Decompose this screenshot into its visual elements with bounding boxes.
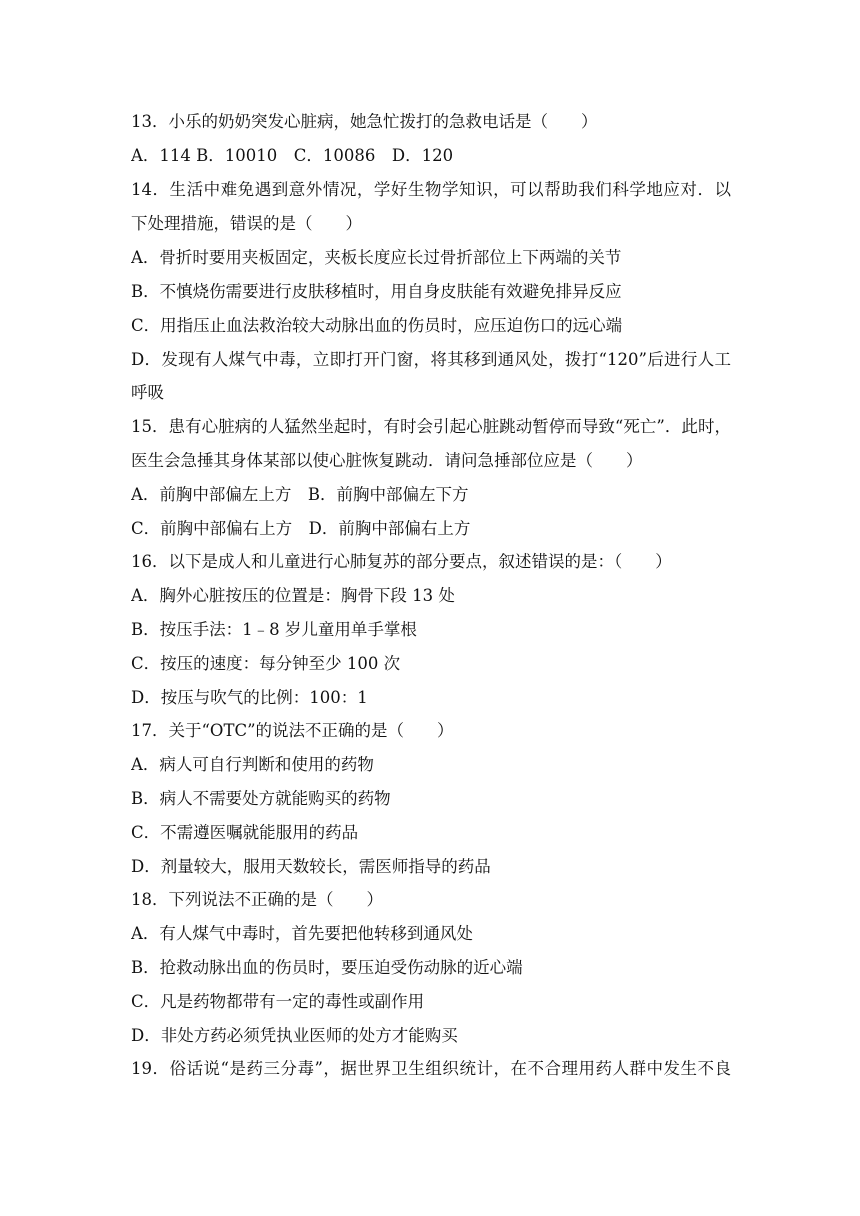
- question-17-option-a: A．病人可自行判断和使用的药物: [131, 755, 374, 774]
- question-17-option-c: C．不需遵医嘱就能服用的药品: [131, 823, 359, 842]
- question-13-stem: 13．小乐的奶奶突发心脏病，她急忙拨打的急救电话是（ ）: [131, 112, 598, 131]
- question-16-option-a: A．胸外心脏按压的位置是：胸骨下段 13 处: [131, 586, 455, 605]
- question-13-options: A．114 B．10010 C．10086 D．120: [131, 146, 454, 165]
- question-14-option-d-line-2: 呼吸: [131, 383, 164, 402]
- question-14-stem-line-2: 下处理措施，错误的是（ ）: [131, 214, 362, 233]
- question-16-option-b: B．按压手法：1﹣8 岁儿童用单手掌根: [131, 620, 417, 639]
- question-18-stem: 18．下列说法不正确的是（ ）: [131, 890, 383, 909]
- question-16-stem: 16．以下是成人和儿童进行心肺复苏的部分要点，叙述错误的是：（ ）: [131, 552, 672, 571]
- question-18-option-d: D．非处方药必须凭执业医师的处方才能购买: [131, 1026, 458, 1045]
- question-14-stem-line-1: 14．生活中难免遇到意外情况，学好生物学知识，可以帮助我们科学地应对．以: [131, 180, 731, 199]
- question-17-stem: 17．关于“OTC”的说法不正确的是（ ）: [131, 721, 454, 740]
- question-17-option-b: B．病人不需要处方就能购买的药物: [131, 789, 391, 808]
- question-18-option-b: B．抢救动脉出血的伤员时，要压迫受伤动脉的近心端: [131, 958, 523, 977]
- question-14-option-d-line-1: D．发现有人煤气中毒，立即打开门窗，将其移到通风处，拨打“120”后进行人工: [131, 350, 731, 369]
- question-15-options-ab: A．前胸中部偏左上方 B．前胸中部偏左下方: [131, 485, 469, 504]
- question-14-option-c: C．用指压止血法救治较大动脉出血的伤员时，应压迫伤口的远心端: [131, 316, 623, 335]
- question-17-option-d: D．剂量较大，服用天数较长，需医师指导的药品: [131, 857, 491, 876]
- question-15-options-cd: C．前胸中部偏右上方 D．前胸中部偏右上方: [131, 519, 471, 538]
- question-14-option-b: B．不慎烧伤需要进行皮肤移植时，用自身皮肤能有效避免排异反应: [131, 282, 622, 301]
- question-15-stem-line-2: 医生会急捶其身体某部以使心脏恢复跳动．请问急捶部位应是（ ）: [131, 451, 643, 470]
- question-18-option-c: C．凡是药物都带有一定的毒性或副作用: [131, 992, 425, 1011]
- question-15-stem-line-1: 15．患有心脏病的人猛然坐起时，有时会引起心脏跳动暂停而导致“死亡”．此时，: [131, 417, 731, 436]
- question-16-option-c: C．按压的速度：每分钟至少 100 次: [131, 654, 401, 673]
- question-19-stem-line-1: 19．俗话说“是药三分毒”，据世界卫生组织统计，在不合理用药人群中发生不良: [131, 1059, 731, 1078]
- question-14-option-a: A．骨折时要用夹板固定，夹板长度应长过骨折部位上下两端的关节: [131, 248, 622, 267]
- question-18-option-a: A．有人煤气中毒时，首先要把他转移到通风处: [131, 924, 473, 943]
- question-16-option-d: D．按压与吹气的比例：100：1: [131, 688, 368, 707]
